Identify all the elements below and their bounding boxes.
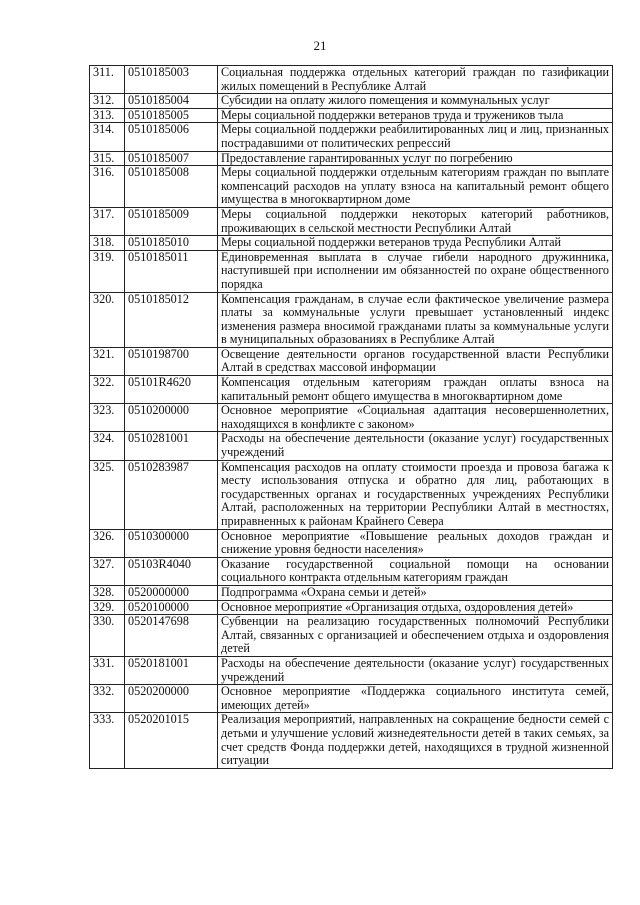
expense-description: Основное мероприятие «Поддержка социального института семей, имеющих детей» [218, 685, 613, 713]
expense-description: Субвенции на реализацию государственных полномочий Республики Алтай, связанных с организацией и обеспечением отдыха и оздоровления детей [218, 615, 613, 657]
expense-description: Меры социальной поддержки некоторых категорий работников, проживающих в сельской местности Республики Алтай [218, 207, 613, 235]
expense-description: Основное мероприятие «Социальная адаптация несовершеннолетних, находящихся в конфликте с законом» [218, 404, 613, 432]
table-row [90, 585, 613, 600]
row-number: 311. [90, 66, 125, 94]
table-row [90, 207, 613, 235]
table-row [90, 151, 613, 166]
table-row [90, 529, 613, 557]
table-row [90, 123, 613, 151]
budget-code: 0520200000 [125, 685, 218, 713]
row-number: 331. [90, 656, 125, 684]
expense-description: Меры социальной поддержки отдельным категориям граждан по выплате компенсаций расходов на уплату взноса на капитальный ремонт общего имущества в многоквартирном доме [218, 166, 613, 208]
budget-code: 0510185008 [125, 166, 218, 208]
budget-code: 0510185010 [125, 236, 218, 251]
row-number: 314. [90, 123, 125, 151]
budget-code: 0510281001 [125, 432, 218, 460]
row-number: 329. [90, 600, 125, 615]
expense-description: Предоставление гарантированных услуг по погребению [218, 151, 613, 166]
expense-description: Меры социальной поддержки ветеранов труда Республики Алтай [218, 236, 613, 251]
budget-code: 0510185003 [125, 66, 218, 94]
expense-description: Основное мероприятие «Организация отдыха, оздоровления детей» [218, 600, 613, 615]
table-row [90, 432, 613, 460]
row-number: 326. [90, 529, 125, 557]
budget-code: 0510185011 [125, 250, 218, 292]
row-number: 325. [90, 460, 125, 529]
budget-codes-table [89, 65, 613, 769]
budget-code: 0510300000 [125, 529, 218, 557]
expense-description: Компенсация гражданам, в случае если фактическое увеличение размера платы за коммунальные услуги превышает установленный индекс изменения размера вносимой гражданами платы за коммунальные услуги в муниципальных образованиях в Республике Алтай [218, 292, 613, 347]
expense-description: Меры социальной поддержки реабилитированных лиц и лиц, признанных пострадавшими от политических репрессий [218, 123, 613, 151]
budget-code: 0520147698 [125, 615, 218, 657]
row-number: 315. [90, 151, 125, 166]
budget-code: 0510200000 [125, 404, 218, 432]
budget-code: 0510185005 [125, 108, 218, 123]
table-row [90, 460, 613, 529]
expense-description: Компенсация отдельным категориям граждан оплаты взноса на капитальный ремонт общего имущества в многоквартирном доме [218, 376, 613, 404]
row-number: 328. [90, 585, 125, 600]
table-row [90, 94, 613, 109]
budget-code: 0510185006 [125, 123, 218, 151]
budget-code: 0510185012 [125, 292, 218, 347]
table-row [90, 685, 613, 713]
expense-description: Оказание государственной социальной помощи на основании социального контракта отдельным категориям граждан [218, 557, 613, 585]
table-row [90, 404, 613, 432]
table-row [90, 376, 613, 404]
budget-code: 0510185007 [125, 151, 218, 166]
table-row [90, 236, 613, 251]
budget-code: 0520181001 [125, 656, 218, 684]
budget-code: 0510185009 [125, 207, 218, 235]
expense-description: Расходы на обеспечение деятельности (оказание услуг) государственных учреждений [218, 656, 613, 684]
row-number: 333. [90, 713, 125, 768]
expense-description: Социальная поддержка отдельных категорий граждан по газификации жилых помещений в Республике Алтай [218, 66, 613, 94]
budget-code: 0520000000 [125, 585, 218, 600]
page-number: 21 [313, 38, 327, 53]
row-number: 330. [90, 615, 125, 657]
row-number: 322. [90, 376, 125, 404]
budget-code: 05103R4040 [125, 557, 218, 585]
budget-code: 0510283987 [125, 460, 218, 529]
budget-code: 0510198700 [125, 347, 218, 375]
table-row [90, 615, 613, 657]
row-number: 320. [90, 292, 125, 347]
table-row [90, 250, 613, 292]
row-number: 324. [90, 432, 125, 460]
row-number: 319. [90, 250, 125, 292]
row-number: 332. [90, 685, 125, 713]
table-row [90, 166, 613, 208]
expense-description: Основное мероприятие «Повышение реальных доходов граждан и снижение уровня бедности населения» [218, 529, 613, 557]
row-number: 317. [90, 207, 125, 235]
row-number: 323. [90, 404, 125, 432]
expense-description: Компенсация расходов на оплату стоимости проезда и провоза багажа к месту использования отпуска и обратно для лиц, работающих в государственных органах и государственных учреждениях Республики Алтай, расположенных на территории Республики Алтай в местностях, приравненных к районам Крайнего Севера [218, 460, 613, 529]
table-row [90, 108, 613, 123]
budget-code: 0520201015 [125, 713, 218, 768]
row-number: 313. [90, 108, 125, 123]
expense-description: Расходы на обеспечение деятельности (оказание услуг) государственных учреждений [218, 432, 613, 460]
row-number: 318. [90, 236, 125, 251]
table-body [90, 66, 613, 769]
expense-description: Единовременная выплата в случае гибели народного дружинника, наступившей при исполнении им обязанностей по охране общественного порядка [218, 250, 613, 292]
table-row [90, 347, 613, 375]
expense-description: Реализация мероприятий, направленных на сокращение бедности семей с детьми и улучшение условий жизнедеятельности детей в таких семьях, за счет средств Фонда поддержки детей, находящихся в трудной жизненной ситуации [218, 713, 613, 768]
budget-code: 0520100000 [125, 600, 218, 615]
table-row [90, 713, 613, 768]
row-number: 321. [90, 347, 125, 375]
expense-description: Субсидии на оплату жилого помещения и коммунальных услуг [218, 94, 613, 109]
row-number: 316. [90, 166, 125, 208]
table-row [90, 557, 613, 585]
expense-description: Освещение деятельности органов государственной власти Республики Алтай в средствах массовой информации [218, 347, 613, 375]
expense-description: Меры социальной поддержки ветеранов труда и тружеников тыла [218, 108, 613, 123]
table-row [90, 656, 613, 684]
table-row [90, 292, 613, 347]
table-row [90, 600, 613, 615]
table-row [90, 66, 613, 94]
row-number: 312. [90, 94, 125, 109]
budget-code: 05101R4620 [125, 376, 218, 404]
budget-code: 0510185004 [125, 94, 218, 109]
row-number: 327. [90, 557, 125, 585]
expense-description: Подпрограмма «Охрана семьи и детей» [218, 585, 613, 600]
